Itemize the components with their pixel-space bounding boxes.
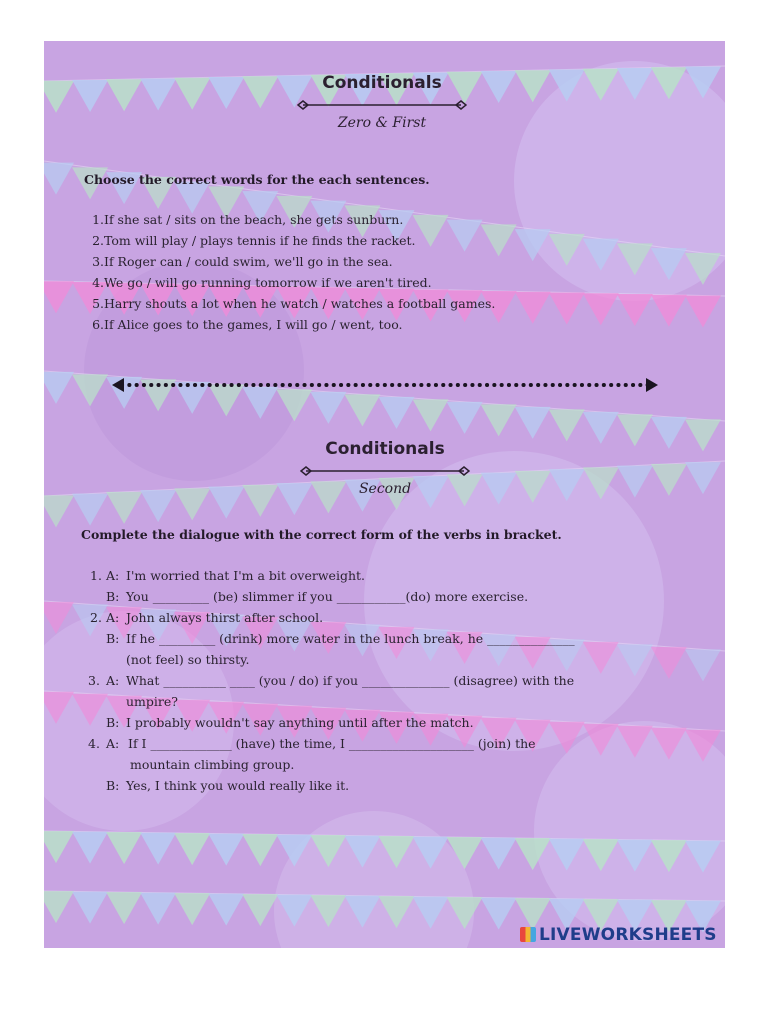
bunting-flag xyxy=(617,294,653,326)
dialogue-line: A: xyxy=(106,736,120,751)
dialogue-line: B: xyxy=(106,715,120,730)
title-ornament xyxy=(297,99,467,111)
bunting-flag xyxy=(44,372,74,404)
dialogue-line: 1. xyxy=(90,568,102,583)
dialogue-line: 4. xyxy=(88,736,100,751)
section1-subtitle: Zero & First xyxy=(337,115,427,131)
list-item: 3.If Roger can / could swim, we'll go in the sea. xyxy=(92,254,393,269)
arrow-left-icon xyxy=(112,378,124,392)
worksheet-page xyxy=(44,41,725,948)
bunting-flag xyxy=(44,891,74,923)
list-item: 5.Harry shouts a lot when he watch / watches a football games. xyxy=(92,296,496,311)
dialogue-line: Yes, I think you would really like it. xyxy=(126,778,350,793)
dialogue-line: John always thirst after school. xyxy=(126,610,324,625)
bunting-flag xyxy=(583,293,619,325)
dialogue-line: B: xyxy=(106,589,120,604)
bunting-flag xyxy=(617,466,653,498)
section1-instruction: Choose the correct words for the each sentences. xyxy=(84,172,430,187)
bunting-flag xyxy=(44,281,74,313)
bunting-flag xyxy=(140,833,176,865)
bunting-flag xyxy=(379,397,415,429)
bunting-flag xyxy=(44,163,74,195)
bunting-flag xyxy=(242,894,278,926)
section2-instruction: Complete the dialogue with the correct form of the verbs in bracket. xyxy=(81,527,562,542)
bunting-flag xyxy=(515,407,551,439)
bunting-flag xyxy=(106,79,142,111)
bunting-flag xyxy=(515,292,551,324)
bunting-flag xyxy=(481,71,517,103)
bunting-flag xyxy=(413,399,449,431)
dialogue-line: B: xyxy=(106,631,120,646)
bunting-flag xyxy=(72,892,108,924)
bunting-flag xyxy=(208,77,244,109)
bunting-flag xyxy=(685,419,721,451)
bunting-flag xyxy=(310,392,346,424)
bunting-flag xyxy=(208,487,244,519)
bunting-flag xyxy=(515,70,551,102)
bunting-flag xyxy=(174,893,210,925)
bunting-flag xyxy=(651,417,687,449)
dialogue-line: B: xyxy=(106,778,120,793)
dialogue-line: (not feel) so thirsty. xyxy=(126,652,250,667)
dialogue-line: I'm worried that I'm a bit overweight. xyxy=(126,568,365,583)
bg-circle xyxy=(274,811,474,948)
bunting-flag xyxy=(242,834,278,866)
bunting-flag xyxy=(651,464,687,496)
dialogue-line: A: xyxy=(106,673,120,688)
bunting-flag xyxy=(208,834,244,866)
bunting-flag xyxy=(344,394,380,426)
bunting-flag xyxy=(549,409,585,441)
bunting-flag xyxy=(447,402,483,434)
bunting-flag xyxy=(276,483,312,515)
bunting-flag xyxy=(174,78,210,110)
bunting-flag xyxy=(72,80,108,112)
bunting-flag xyxy=(72,832,108,864)
bunting-flag xyxy=(481,898,517,930)
bunting-flag xyxy=(617,414,653,446)
bunting-flag xyxy=(106,892,142,924)
dialogue-line: A: xyxy=(106,568,120,583)
bunting-flag xyxy=(242,485,278,517)
arrow-right-icon xyxy=(646,378,658,392)
bunting-flag xyxy=(651,647,687,679)
bunting-flag xyxy=(174,488,210,520)
section1-title: Conditionals xyxy=(322,73,442,93)
section2-title: Conditionals xyxy=(325,439,445,459)
dialogue-line: If I _____________ (have) the time, I ____________________ (join) the xyxy=(128,736,536,751)
bunting-flag xyxy=(685,296,721,328)
bunting-flag xyxy=(140,78,176,110)
bunting-flag xyxy=(208,894,244,926)
bunting-flag xyxy=(685,649,721,681)
bunting-flag xyxy=(106,832,142,864)
list-item: 6.If Alice goes to the games, I will go / went, too. xyxy=(92,317,403,332)
choose-word-list xyxy=(90,209,495,335)
bunting-flag xyxy=(583,412,619,444)
liveworksheets-logo[interactable]: LIVEWORKSHEETS xyxy=(520,925,717,945)
bunting-flag xyxy=(549,293,585,325)
bunting-flag xyxy=(174,833,210,865)
bunting-flag xyxy=(685,462,721,494)
dialogue-line: 3. xyxy=(88,673,100,688)
section2-subtitle: Second xyxy=(358,481,412,497)
bunting-flag xyxy=(242,76,278,108)
title-ornament xyxy=(300,465,470,477)
dialogue-line: mountain climbing group. xyxy=(130,757,295,772)
liveworksheets-logo-icon xyxy=(520,927,536,942)
list-item: 4.We go / will go running tomorrow if we aren't tired. xyxy=(92,275,432,290)
dialogue-line: I probably wouldn't say anything until after the match. xyxy=(126,715,474,730)
dialogue-line: umpire? xyxy=(126,694,178,709)
bunting-flag xyxy=(481,404,517,436)
dialogue-line: You _________ (be) slimmer if you ___________(do) more exercise. xyxy=(126,589,529,604)
bunting-flag xyxy=(651,295,687,327)
bunting-flag xyxy=(44,81,74,113)
list-item: 2.Tom will play / plays tennis if he finds the racket. xyxy=(92,233,416,248)
bunting-flag xyxy=(140,893,176,925)
dialogue-line: 2. xyxy=(90,610,102,625)
dialogue-line: A: xyxy=(106,610,120,625)
bunting-flag xyxy=(44,495,74,527)
bunting-flag xyxy=(44,831,74,863)
bunting-flag xyxy=(72,494,108,526)
bunting-flag xyxy=(140,490,176,522)
bunting-flag xyxy=(106,492,142,524)
dialogue-line: If he _________ (drink) more water in the lunch break, he ______________ xyxy=(126,631,575,646)
bunting-flag xyxy=(481,838,517,870)
list-item: 1.If she sat / sits on the beach, she gets sunburn. xyxy=(92,212,404,227)
dialogue-line: What __________ ____ (you / do) if you ______________ (disagree) with the xyxy=(126,673,575,688)
dotted-arrow-divider xyxy=(110,375,660,395)
